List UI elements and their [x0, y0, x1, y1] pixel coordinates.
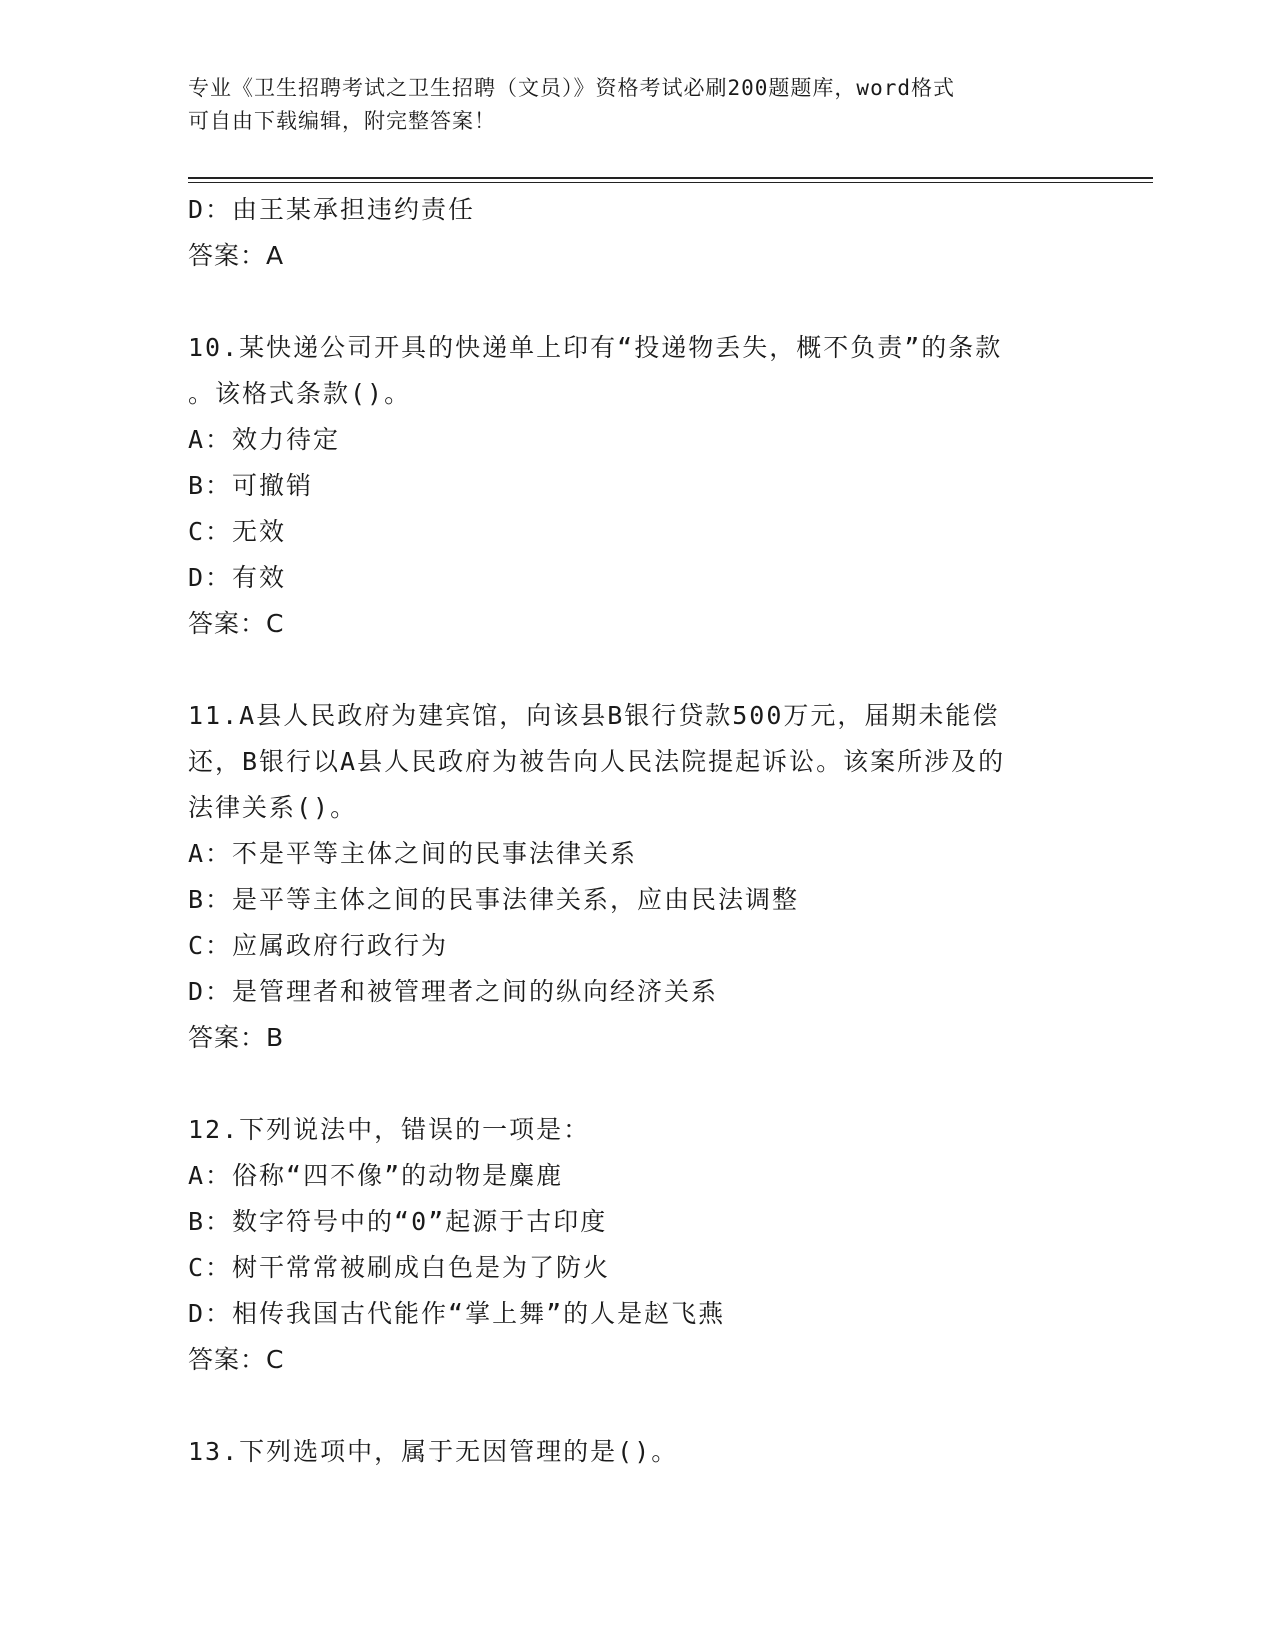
option-d: D：相传我国古代能作“掌上舞”的人是赵飞燕: [188, 1299, 726, 1328]
header-title-line-2: 可自由下载编辑，附完整答案！: [188, 109, 496, 133]
answer: 答案：B: [188, 1023, 285, 1052]
option-d: D：有效: [188, 563, 287, 592]
question-12: [188, 1107, 1088, 1383]
question-stem: 12.下列说法中，错误的一项是：: [188, 1115, 591, 1144]
option-a: A：俗称“四不像”的动物是麋鹿: [188, 1161, 564, 1190]
question-10: [188, 325, 1088, 647]
question-stem-continued: 法律关系()。: [188, 793, 358, 822]
header-title-line-1: 专业《卫生招聘考试之卫生招聘（文员）》资格考试必刷200题题库，word格式: [188, 76, 955, 100]
question-13: [188, 1429, 1088, 1475]
option-b: B：可撤销: [188, 471, 314, 500]
answer: 答案：C: [188, 1345, 285, 1374]
question-stem: 13.下列选项中，属于无因管理的是()。: [188, 1437, 679, 1466]
option-b: B：是平等主体之间的民事法律关系，应由民法调整: [188, 885, 800, 914]
answer: 答案：C: [188, 609, 285, 638]
option-d: D：由王某承担违约责任: [188, 195, 476, 224]
option-b: B：数字符号中的“0”起源于古印度: [188, 1207, 608, 1236]
question-stem-continued: 还，B银行以A县人民政府为被告向人民法院提起诉讼。该案所涉及的: [188, 747, 1006, 776]
question-stem: 10.某快递公司开具的快递单上印有“投递物丢失，概不负责”的条款: [188, 333, 1003, 362]
question-stem-continued: 。该格式条款()。: [188, 379, 412, 408]
header-divider-thick: [188, 177, 1153, 179]
question-list: [188, 187, 1088, 1475]
document-header: [188, 72, 1088, 138]
option-c: C：无效: [188, 517, 287, 546]
option-a: A：效力待定: [188, 425, 341, 454]
question-11: [188, 693, 1088, 1061]
answer: 答案：A: [188, 241, 285, 270]
option-c: C：应属政府行政行为: [188, 931, 449, 960]
question-stem: 11.A县人民政府为建宾馆，向该县B银行贷款500万元，届期未能偿: [188, 701, 1000, 730]
option-d: D：是管理者和被管理者之间的纵向经济关系: [188, 977, 719, 1006]
option-c: C：树干常常被刷成白色是为了防火: [188, 1253, 611, 1282]
question-9-tail: [188, 187, 1088, 279]
option-a: A：不是平等主体之间的民事法律关系: [188, 839, 638, 868]
spacer: [188, 1383, 1088, 1429]
header-divider-thin: [188, 182, 1153, 183]
spacer: [188, 279, 1088, 325]
spacer: [188, 647, 1088, 693]
spacer: [188, 1061, 1088, 1107]
